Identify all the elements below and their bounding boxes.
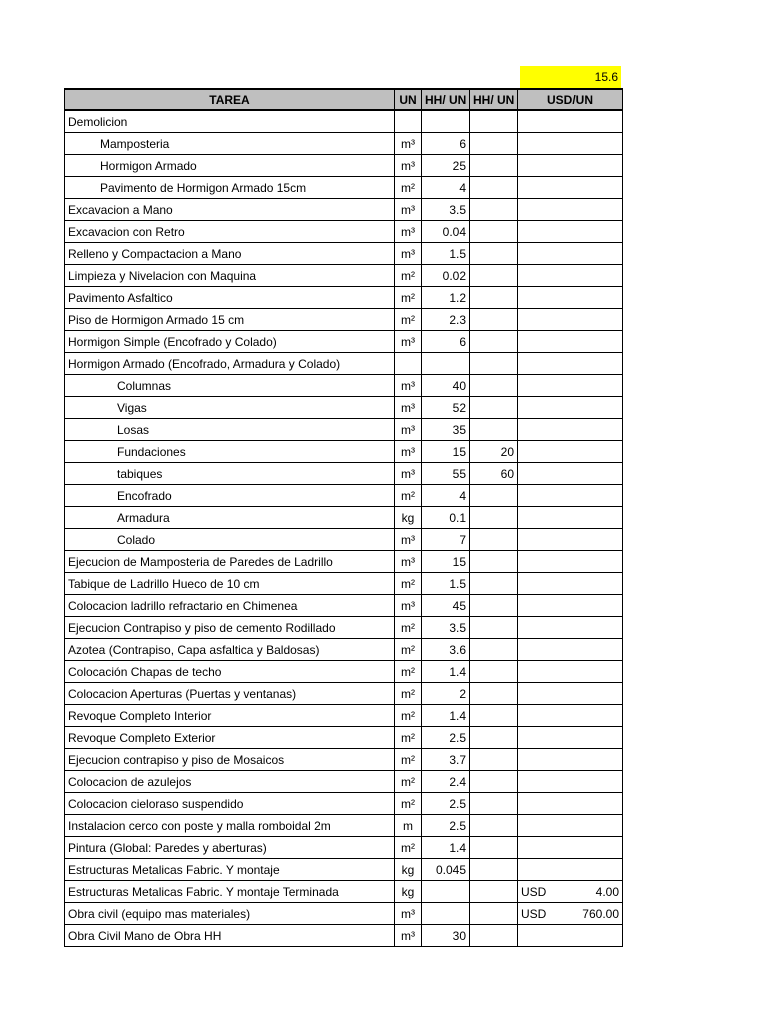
usd-un-cell[interactable]	[518, 397, 623, 419]
hh-un-cell[interactable]: 30	[422, 925, 470, 947]
usd-currency-label: USD	[521, 906, 547, 921]
usd-un-cell[interactable]	[518, 705, 623, 727]
table-row	[65, 815, 623, 837]
task-cell[interactable]: Limpieza y Nivelacion con Maquina	[65, 265, 395, 287]
hh-un-cell[interactable]: 6	[422, 133, 470, 155]
hh-un-cell[interactable]: 35	[422, 419, 470, 441]
hh-un-cell[interactable]: 0.1	[422, 507, 470, 529]
usd-un-cell[interactable]	[518, 793, 623, 815]
table-row	[65, 793, 623, 815]
table-row	[65, 529, 623, 551]
usd-un-cell[interactable]	[518, 199, 623, 221]
table-row	[65, 243, 623, 265]
unit-cell[interactable]: kg	[395, 881, 422, 903]
hh-un-alt-cell[interactable]	[470, 815, 518, 837]
hh-un-cell[interactable]	[422, 903, 470, 925]
unit-cell[interactable]: m²	[395, 309, 422, 331]
header-row	[65, 89, 623, 110]
hh-un-alt-cell[interactable]	[470, 221, 518, 243]
header-tarea[interactable]: TAREA	[65, 89, 395, 110]
hh-un-alt-cell[interactable]	[470, 595, 518, 617]
task-cell[interactable]: Ejecucion contrapiso y piso de Mosaicos	[65, 749, 395, 771]
hh-un-alt-cell[interactable]	[470, 177, 518, 199]
hh-un-alt-cell[interactable]	[470, 749, 518, 771]
task-cell[interactable]: Tabique de Ladrillo Hueco de 10 cm	[65, 573, 395, 595]
hh-un-alt-cell[interactable]	[470, 397, 518, 419]
usd-un-cell[interactable]	[518, 639, 623, 661]
hh-un-cell[interactable]: 1.2	[422, 287, 470, 309]
hh-un-alt-cell[interactable]	[470, 110, 518, 133]
hh-un-alt-cell[interactable]	[470, 881, 518, 903]
table-row	[65, 551, 623, 573]
table-row	[65, 353, 623, 375]
hh-un-alt-cell[interactable]	[470, 199, 518, 221]
table-row	[65, 375, 623, 397]
usd-un-cell[interactable]	[518, 287, 623, 309]
hh-un-alt-cell[interactable]: 60	[470, 463, 518, 485]
usd-un-cell[interactable]	[518, 573, 623, 595]
unit-cell[interactable]: m²	[395, 837, 422, 859]
unit-cell[interactable]	[395, 110, 422, 133]
table-row	[65, 221, 623, 243]
unit-cell[interactable]: m³	[395, 903, 422, 925]
table-row	[65, 133, 623, 155]
task-cell[interactable]: Piso de Hormigon Armado 15 cm	[65, 309, 395, 331]
task-cell[interactable]: Obra Civil Mano de Obra HH	[65, 925, 395, 947]
exchange-rate-cell[interactable]: 15.6	[520, 66, 621, 88]
header-un[interactable]: UN	[395, 89, 422, 110]
unit-cell[interactable]	[395, 353, 422, 375]
hh-un-cell[interactable]: 52	[422, 397, 470, 419]
task-cell[interactable]: Losas	[65, 419, 395, 441]
task-cell[interactable]: Hormigon Armado (Encofrado, Armadura y Colado)	[65, 353, 395, 375]
unit-cell[interactable]: m²	[395, 771, 422, 793]
task-cell[interactable]: Obra civil (equipo mas materiales)	[65, 903, 395, 925]
hh-un-alt-cell[interactable]	[470, 331, 518, 353]
hh-un-cell[interactable]: 15	[422, 441, 470, 463]
hh-un-cell[interactable]: 15	[422, 551, 470, 573]
labor-hours-table	[64, 88, 623, 947]
unit-cell[interactable]: m²	[395, 639, 422, 661]
unit-cell[interactable]: m³	[395, 419, 422, 441]
hh-un-cell[interactable]: 3.6	[422, 639, 470, 661]
task-cell[interactable]: Ejecucion Contrapiso y piso de cemento Rodillado	[65, 617, 395, 639]
task-cell[interactable]: Estructuras Metalicas Fabric. Y montaje	[65, 859, 395, 881]
unit-cell[interactable]: m²	[395, 683, 422, 705]
task-cell[interactable]: Colocacion de azulejos	[65, 771, 395, 793]
unit-cell[interactable]: m³	[395, 375, 422, 397]
unit-cell[interactable]: m³	[395, 331, 422, 353]
task-cell[interactable]: Colocacion cieloraso suspendido	[65, 793, 395, 815]
table-row	[65, 881, 623, 903]
unit-cell[interactable]: m³	[395, 441, 422, 463]
unit-cell[interactable]: m³	[395, 397, 422, 419]
usd-un-cell[interactable]	[518, 309, 623, 331]
task-cell[interactable]: Colocacion ladrillo refractario en Chimenea	[65, 595, 395, 617]
hh-un-alt-cell[interactable]	[470, 265, 518, 287]
hh-un-cell[interactable]: 2.5	[422, 815, 470, 837]
unit-cell[interactable]: m²	[395, 749, 422, 771]
task-cell[interactable]: Pavimento de Hormigon Armado 15cm	[65, 177, 395, 199]
hh-un-alt-cell[interactable]	[470, 529, 518, 551]
task-cell[interactable]: Excavacion a Mano	[65, 199, 395, 221]
usd-un-cell[interactable]	[518, 331, 623, 353]
unit-cell[interactable]: m²	[395, 727, 422, 749]
hh-un-cell[interactable]: 3.7	[422, 749, 470, 771]
hh-un-cell[interactable]: 0.04	[422, 221, 470, 243]
unit-cell[interactable]: m²	[395, 705, 422, 727]
usd-un-cell[interactable]	[518, 529, 623, 551]
table-row	[65, 661, 623, 683]
table-row	[65, 771, 623, 793]
usd-un-cell[interactable]	[518, 617, 623, 639]
hh-un-alt-cell[interactable]	[470, 617, 518, 639]
hh-un-alt-cell[interactable]	[470, 793, 518, 815]
task-cell[interactable]: Colado	[65, 529, 395, 551]
usd-un-cell[interactable]	[518, 155, 623, 177]
usd-un-cell[interactable]	[518, 859, 623, 881]
unit-cell[interactable]: m²	[395, 793, 422, 815]
hh-un-alt-cell[interactable]	[470, 309, 518, 331]
hh-un-alt-cell[interactable]	[470, 925, 518, 947]
unit-cell[interactable]: m	[395, 815, 422, 837]
hh-un-cell[interactable]	[422, 881, 470, 903]
usd-un-cell[interactable]	[518, 551, 623, 573]
hh-un-alt-cell[interactable]	[470, 771, 518, 793]
hh-un-cell[interactable]: 25	[422, 155, 470, 177]
hh-un-alt-cell[interactable]	[470, 551, 518, 573]
hh-un-alt-cell[interactable]	[470, 837, 518, 859]
unit-cell[interactable]: m³	[395, 551, 422, 573]
usd-un-cell[interactable]	[518, 507, 623, 529]
task-cell[interactable]: Excavacion con Retro	[65, 221, 395, 243]
table-row	[65, 573, 623, 595]
hh-un-cell[interactable]: 0.045	[422, 859, 470, 881]
unit-cell[interactable]: m³	[395, 155, 422, 177]
usd-un-cell[interactable]	[518, 463, 623, 485]
hh-un-cell[interactable]: 2	[422, 683, 470, 705]
table-row	[65, 397, 623, 419]
task-cell[interactable]: Pintura (Global: Paredes y aberturas)	[65, 837, 395, 859]
task-cell[interactable]: Colocación Chapas de techo	[65, 661, 395, 683]
hh-un-cell[interactable]: 1.5	[422, 573, 470, 595]
usd-un-cell[interactable]	[518, 110, 623, 133]
table-row	[65, 639, 623, 661]
usd-value: 760.00	[582, 906, 619, 921]
table-row	[65, 507, 623, 529]
task-cell[interactable]: Instalacion cerco con poste y malla romboidal 2m	[65, 815, 395, 837]
hh-un-cell[interactable]: 1.4	[422, 661, 470, 683]
usd-un-cell[interactable]	[518, 441, 623, 463]
hh-un-cell[interactable]: 0.02	[422, 265, 470, 287]
unit-cell[interactable]: m²	[395, 177, 422, 199]
hh-un-cell[interactable]: 40	[422, 375, 470, 397]
usd-un-cell[interactable]	[518, 419, 623, 441]
hh-un-alt-cell[interactable]	[470, 903, 518, 925]
usd-un-cell[interactable]	[518, 353, 623, 375]
usd-un-cell[interactable]	[518, 925, 623, 947]
task-cell[interactable]: tabiques	[65, 463, 395, 485]
unit-cell[interactable]: kg	[395, 859, 422, 881]
usd-un-cell[interactable]	[518, 221, 623, 243]
unit-cell[interactable]: m²	[395, 287, 422, 309]
table-row	[65, 463, 623, 485]
hh-un-alt-cell[interactable]	[470, 485, 518, 507]
header-hh-un-1[interactable]: HH/ UN	[422, 89, 470, 110]
table-row	[65, 485, 623, 507]
header-hh-un-2[interactable]: HH/ UN	[470, 89, 518, 110]
hh-un-alt-cell[interactable]	[470, 859, 518, 881]
table-row	[65, 199, 623, 221]
unit-cell[interactable]: m²	[395, 265, 422, 287]
unit-cell[interactable]: m³	[395, 199, 422, 221]
hh-un-cell[interactable]: 2.5	[422, 793, 470, 815]
unit-cell[interactable]: m³	[395, 133, 422, 155]
hh-un-alt-cell[interactable]	[470, 507, 518, 529]
hh-un-alt-cell[interactable]	[470, 705, 518, 727]
unit-cell[interactable]: m³	[395, 463, 422, 485]
task-cell[interactable]: Relleno y Compactacion a Mano	[65, 243, 395, 265]
hh-un-alt-cell[interactable]	[470, 639, 518, 661]
hh-un-cell[interactable]: 1.5	[422, 243, 470, 265]
task-cell[interactable]: Revoque Completo Exterior	[65, 727, 395, 749]
unit-cell[interactable]: kg	[395, 507, 422, 529]
task-cell[interactable]: Fundaciones	[65, 441, 395, 463]
hh-un-alt-cell[interactable]	[470, 155, 518, 177]
unit-cell[interactable]: m³	[395, 243, 422, 265]
usd-un-cell[interactable]	[518, 661, 623, 683]
usd-value: 4.00	[595, 884, 619, 899]
hh-un-alt-cell[interactable]	[470, 133, 518, 155]
table-row	[65, 287, 623, 309]
task-cell[interactable]: Azotea (Contrapiso, Capa asfaltica y Baldosas)	[65, 639, 395, 661]
hh-un-cell[interactable]: 6	[422, 331, 470, 353]
unit-cell[interactable]: m²	[395, 617, 422, 639]
task-cell[interactable]: Mamposteria	[65, 133, 395, 155]
hh-un-cell[interactable]	[422, 110, 470, 133]
table-row	[65, 309, 623, 331]
hh-un-cell[interactable]: 4	[422, 177, 470, 199]
unit-cell[interactable]: m³	[395, 925, 422, 947]
table-row	[65, 595, 623, 617]
task-cell[interactable]: Armadura	[65, 507, 395, 529]
table-row	[65, 749, 623, 771]
task-cell[interactable]: Demolicion	[65, 110, 395, 133]
hh-un-cell[interactable]: 7	[422, 529, 470, 551]
hh-un-alt-cell[interactable]	[470, 287, 518, 309]
hh-un-cell[interactable]: 2.4	[422, 771, 470, 793]
hh-un-cell[interactable]: 3.5	[422, 199, 470, 221]
table-row	[65, 705, 623, 727]
usd-un-cell[interactable]	[518, 771, 623, 793]
unit-cell[interactable]: m³	[395, 221, 422, 243]
usd-un-cell[interactable]	[518, 595, 623, 617]
table-row	[65, 110, 623, 133]
task-cell[interactable]: Hormigon Armado	[65, 155, 395, 177]
table-row	[65, 859, 623, 881]
table-row	[65, 727, 623, 749]
unit-cell[interactable]: m³	[395, 529, 422, 551]
hh-un-alt-cell[interactable]	[470, 573, 518, 595]
unit-cell[interactable]: m²	[395, 573, 422, 595]
task-cell[interactable]: Estructuras Metalicas Fabric. Y montaje Terminada	[65, 881, 395, 903]
table-row	[65, 331, 623, 353]
task-cell[interactable]: Ejecucion de Mamposteria de Paredes de Ladrillo	[65, 551, 395, 573]
table-row	[65, 265, 623, 287]
table-row	[65, 683, 623, 705]
hh-un-alt-cell[interactable]	[470, 353, 518, 375]
hh-un-cell[interactable]: 1.4	[422, 837, 470, 859]
usd-un-cell[interactable]	[518, 837, 623, 859]
usd-un-cell[interactable]	[518, 727, 623, 749]
unit-cell[interactable]: m³	[395, 595, 422, 617]
table-row	[65, 837, 623, 859]
task-cell[interactable]: Columnas	[65, 375, 395, 397]
hh-un-cell[interactable]: 2.3	[422, 309, 470, 331]
usd-currency-label: USD	[521, 884, 547, 899]
usd-un-cell[interactable]	[518, 133, 623, 155]
hh-un-alt-cell[interactable]: 20	[470, 441, 518, 463]
task-cell[interactable]: Hormigon Simple (Encofrado y Colado)	[65, 331, 395, 353]
usd-un-cell[interactable]	[518, 375, 623, 397]
hh-un-alt-cell[interactable]	[470, 661, 518, 683]
table-row	[65, 441, 623, 463]
unit-cell[interactable]: m²	[395, 661, 422, 683]
hh-un-cell[interactable]: 2.5	[422, 727, 470, 749]
hh-un-alt-cell[interactable]	[470, 375, 518, 397]
task-cell[interactable]: Revoque Completo Interior	[65, 705, 395, 727]
hh-un-cell[interactable]: 1.4	[422, 705, 470, 727]
usd-un-cell[interactable]	[518, 749, 623, 771]
usd-un-cell[interactable]	[518, 177, 623, 199]
hh-un-cell[interactable]	[422, 353, 470, 375]
hh-un-alt-cell[interactable]	[470, 243, 518, 265]
hh-un-alt-cell[interactable]	[470, 683, 518, 705]
table-row	[65, 177, 623, 199]
table-row	[65, 419, 623, 441]
hh-un-cell[interactable]: 55	[422, 463, 470, 485]
task-cell[interactable]: Vigas	[65, 397, 395, 419]
usd-un-cell[interactable]	[518, 265, 623, 287]
table-row	[65, 617, 623, 639]
task-cell[interactable]: Pavimento Asfaltico	[65, 287, 395, 309]
usd-un-cell[interactable]	[518, 485, 623, 507]
unit-cell[interactable]: m²	[395, 485, 422, 507]
table-row	[65, 925, 623, 947]
usd-un-cell[interactable]	[518, 815, 623, 837]
usd-un-cell[interactable]	[518, 683, 623, 705]
table-row	[65, 903, 623, 925]
hh-un-cell[interactable]: 4	[422, 485, 470, 507]
task-cell[interactable]: Colocacion Aperturas (Puertas y ventanas)	[65, 683, 395, 705]
usd-un-cell[interactable]	[518, 243, 623, 265]
hh-un-alt-cell[interactable]	[470, 419, 518, 441]
table-row	[65, 155, 623, 177]
task-cell[interactable]: Encofrado	[65, 485, 395, 507]
hh-un-cell[interactable]: 45	[422, 595, 470, 617]
usd-un-cell[interactable]	[518, 881, 623, 903]
usd-un-cell[interactable]	[518, 903, 623, 925]
hh-un-alt-cell[interactable]	[470, 727, 518, 749]
hh-un-cell[interactable]: 3.5	[422, 617, 470, 639]
header-usd-un[interactable]: USD/UN	[518, 89, 623, 110]
